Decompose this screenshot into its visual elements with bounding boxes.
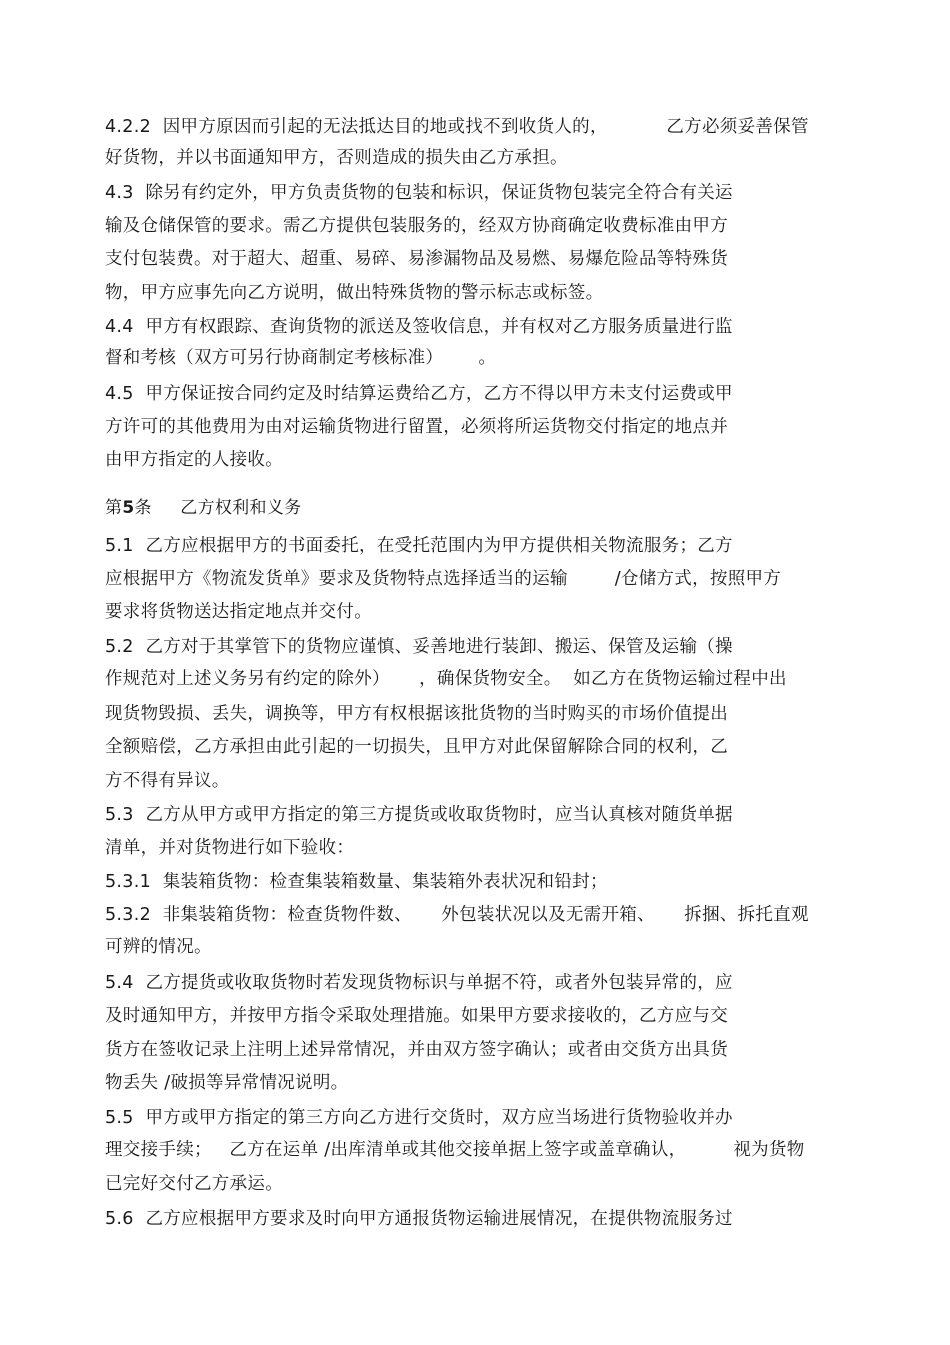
text-line: 5.6 乙方应根据甲方要求及时向甲方通报货物运输进展情况，在提供物流服务过 [105, 1209, 733, 1229]
text-line: 已完好交付乙方承运。 [105, 1174, 283, 1194]
text-line: 应根据甲方《物流发货单》要求及货物特点选择适当的运输 /仓储方式，按照甲方 [105, 569, 782, 589]
text-line: 5.3 乙方从甲方或甲方指定的第三方提货或收取货物时，应当认真核对随货单据 [105, 805, 733, 825]
heading-title: 条 乙方权利和义务 [134, 498, 302, 518]
text-line: 要求将货物送达指定地点并交付。 [105, 602, 372, 622]
text-line: 方许可的其他费用为由对运输货物进行留置，必须将所运货物交付指定的地点并 [105, 417, 728, 437]
text-line: 理交接手续； 乙方在运单 /出库清单或其他交接单据上签字或盖章确认， 视为货物 [105, 1140, 805, 1160]
section-heading [105, 493, 301, 523]
text-line: 输及仓储保管的要求。需乙方提供包装服务的，经双方协商确定收费标准由甲方 [105, 216, 728, 236]
heading-number: 5 [122, 498, 135, 518]
text-line: 4.5 甲方保证按合同约定及时结算运费给乙方，乙方不得以甲方未支付运费或甲 [105, 384, 733, 404]
text-line: 5.5 甲方或甲方指定的第三方向乙方进行交货时，双方应当场进行货物验收并办 [105, 1108, 733, 1128]
text-line: 5.1 乙方应根据甲方的书面委托，在受托范围内为甲方提供相关物流服务；乙方 [105, 536, 733, 556]
text-line: 4.3 除另有约定外，甲方负责货物的包装和标识，保证货物包装完全符合有关运 [105, 183, 733, 203]
text-line: 4.4 甲方有权跟踪、查询货物的派送及签收信息，并有权对乙方服务质量进行监 [105, 317, 733, 337]
text-line: 5.2 乙方对于其掌管下的货物应谨慎、妥善地进行装卸、搬运、保管及运输（操 [105, 637, 733, 657]
text-line: 现货物毁损、丢失，调换等，甲方有权根据该批货物的当时购买的市场价值提出 [105, 704, 728, 724]
text-line: 5.3.1 集装箱货物：检查集装箱数量、集装箱外表状况和铅封； [105, 872, 608, 892]
text-line: 及时通知甲方，并按甲方指令采取处理措施。如果甲方要求接收的，乙方应与交 [105, 1006, 728, 1026]
text-line: 督和考核（双方可另行协商制定考核标准） 。 [105, 348, 497, 368]
text-line: 5.4 乙方提货或收取货物时若发现货物标识与单据不符，或者外包装异常的，应 [105, 973, 733, 993]
text-line: 好货物，并以书面通知甲方，否则造成的损失由乙方承担。 [105, 148, 568, 168]
text-line: 全额赔偿，乙方承担由此引起的一切损失，且甲方对此保留解除合同的权利，乙 [105, 737, 728, 757]
text-line: 由甲方指定的人接收。 [105, 450, 283, 470]
text-line: 4.2.2 因甲方原因而引起的无法抵达目的地或找不到收货人的， 乙方必须妥善保管 [105, 117, 809, 137]
text-line: 5.3.2 非集装箱货物：检查货物件数、 外包装状况以及无需开箱、 拆捆、拆托直观 [105, 905, 809, 925]
text-line: 货方在签收记录上注明上述异常情况，并由双方签字确认；或者由交货方出具货 [105, 1040, 728, 1060]
text-line: 作规范对上述义务另有约定的除外） ，确保货物安全。 如乙方在货物运输过程中出 [105, 669, 787, 689]
heading-prefix: 第 [105, 498, 123, 518]
text-line: 方不得有异议。 [105, 771, 230, 791]
text-line: 物，甲方应事先向乙方说明，做出特殊货物的警示标志或标签。 [105, 283, 604, 303]
text-line: 清单，并对货物进行如下验收： [105, 838, 355, 858]
text-line: 可辨的情况。 [105, 937, 212, 957]
text-line: 支付包装费。对于超大、超重、易碎、易渗漏物品及易燃、易爆危险品等特殊货 [105, 249, 728, 269]
text-line: 物丢失 /破损等异常情况说明。 [105, 1073, 349, 1093]
